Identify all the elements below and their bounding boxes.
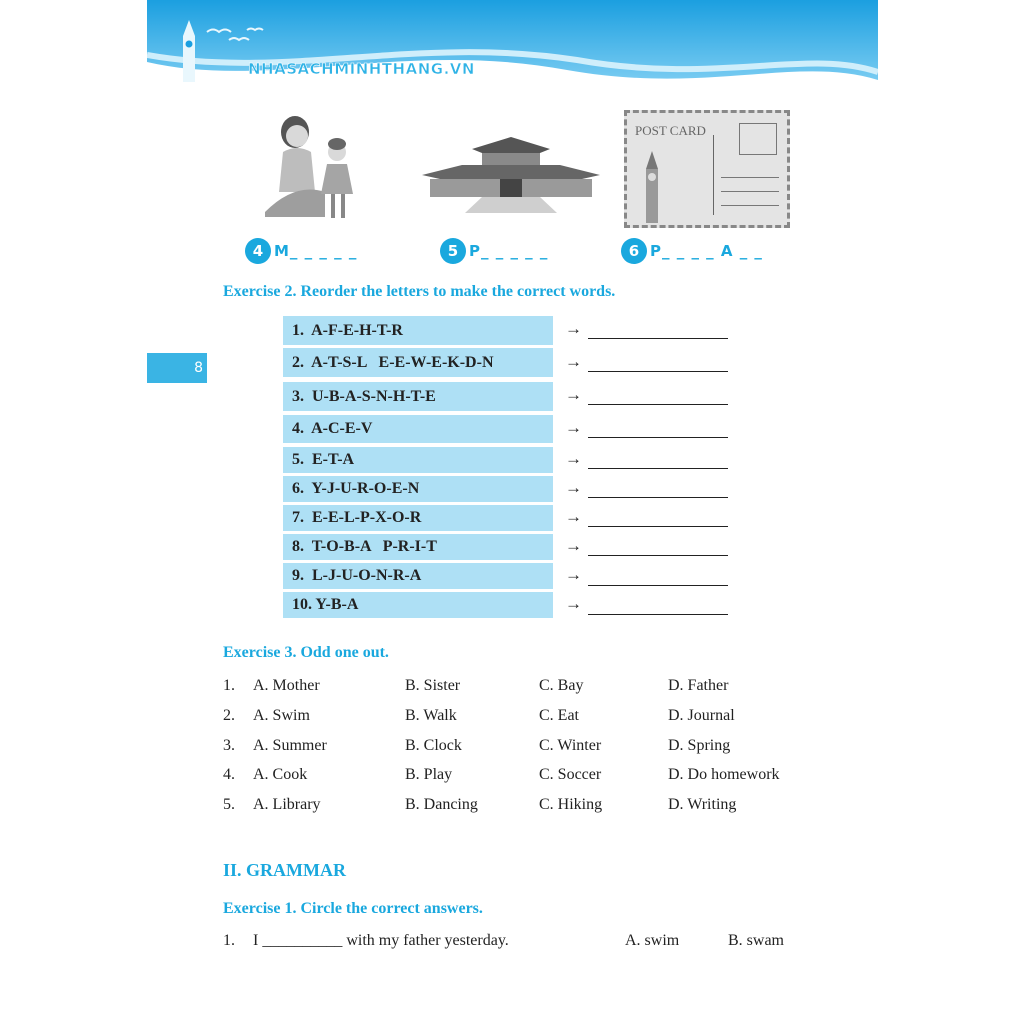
option-b[interactable]: B. Dancing [405,796,478,813]
option-c[interactable]: C. Winter [539,737,602,754]
option-d[interactable]: D. Father [668,677,729,694]
reorder-row-2: 2. A-T-S-L E-E-W-E-K-D-N [283,348,553,377]
arrow-6: → [565,478,582,497]
question-number: 1. [223,932,235,949]
option-b[interactable]: B. Play [405,766,453,783]
question-text: I __________ with my father yesterday. [253,932,509,949]
postcard-label: POST CARD [635,123,706,138]
mother-child-illustration [255,112,365,227]
option-b[interactable]: B. Walk [405,707,457,724]
reorder-row-4: 4. A-C-E-V [283,415,553,443]
arrow-4: → [565,418,582,437]
answer-line-5[interactable] [588,467,728,469]
picture-number-5: 5 [440,238,466,264]
stamp-box [739,123,777,155]
option-a[interactable]: A. Swim [253,707,310,724]
odd-row-number: 2. [223,707,235,724]
option-a[interactable]: A. Mother [253,677,320,694]
postcard-divider [713,135,714,215]
option-b[interactable]: B. swam [728,932,784,949]
option-a[interactable]: A. Summer [253,737,327,754]
odd-row-number: 5. [223,796,235,813]
option-d[interactable]: D. Spring [668,737,731,754]
option-d[interactable]: D. Writing [668,796,737,813]
header-banner [147,0,878,100]
reorder-row-10: 10. Y-B-A [283,592,553,618]
arrow-1: → [565,319,582,338]
arrow-7: → [565,507,582,526]
brand-logo-text: NHASACHMINHTHANG.VN [248,60,475,78]
reorder-row-1: 1. A-F-E-H-T-R [283,316,553,345]
reorder-row-5: 5. E-T-A [283,447,553,473]
exercise2-title: Exercise 2. Reorder the letters to make the correct words. [223,283,616,300]
option-c[interactable]: C. Hiking [539,796,603,813]
option-c[interactable]: C. Soccer [539,766,602,783]
picture-number-6: 6 [621,238,647,264]
option-a[interactable]: A. Cook [253,766,308,783]
answer-line-10[interactable] [588,613,728,615]
grammar-exercise1-title: Exercise 1. Circle the correct answers. [223,900,483,917]
pagoda-illustration [422,135,600,215]
option-c[interactable]: C. Eat [539,707,579,724]
answer-line-1[interactable] [588,337,728,339]
option-b[interactable]: B. Sister [405,677,461,694]
page-number-tab: 8 [147,353,207,383]
picture-hint-4: M_ _ _ _ _ [274,242,358,260]
odd-row-number: 4. [223,766,235,783]
big-ben-icon [637,149,667,223]
arrow-2: → [565,352,582,371]
arrow-3: → [565,385,582,404]
option-d[interactable]: D. Do homework [668,766,780,783]
exercise3-title: Exercise 3. Odd one out. [223,644,389,661]
reorder-row-3: 3. U-B-A-S-N-H-T-E [283,382,553,411]
picture-number-4: 4 [245,238,271,264]
option-a[interactable]: A. Library [253,796,321,813]
answer-line-6[interactable] [588,496,728,498]
grammar-section-title: II. GRAMMAR [223,860,346,880]
postcard-illustration [624,110,790,228]
arrow-8: → [565,536,582,555]
answer-line-8[interactable] [588,554,728,556]
arrow-9: → [565,565,582,584]
option-c[interactable]: C. Bay [539,677,584,694]
option-d[interactable]: D. Journal [668,707,735,724]
answer-line-4[interactable] [588,436,728,438]
answer-line-3[interactable] [588,403,728,405]
answer-line-2[interactable] [588,370,728,372]
reorder-row-6: 6. Y-J-U-R-O-E-N [283,476,553,502]
odd-row-number: 3. [223,737,235,754]
odd-row-number: 1. [223,677,235,694]
reorder-row-7: 7. E-E-L-P-X-O-R [283,505,553,531]
arrow-5: → [565,449,582,468]
reorder-row-9: 9. L-J-U-O-N-R-A [283,563,553,589]
picture-hint-6: P_ _ _ _ A _ _ [650,242,763,260]
answer-line-9[interactable] [588,584,728,586]
option-b[interactable]: B. Clock [405,737,462,754]
answer-line-7[interactable] [588,525,728,527]
arrow-10: → [565,594,582,613]
picture-hint-5: P_ _ _ _ _ [469,242,549,260]
reorder-row-8: 8. T-O-B-A P-R-I-T [283,534,553,560]
option-a[interactable]: A. swim [625,932,680,949]
